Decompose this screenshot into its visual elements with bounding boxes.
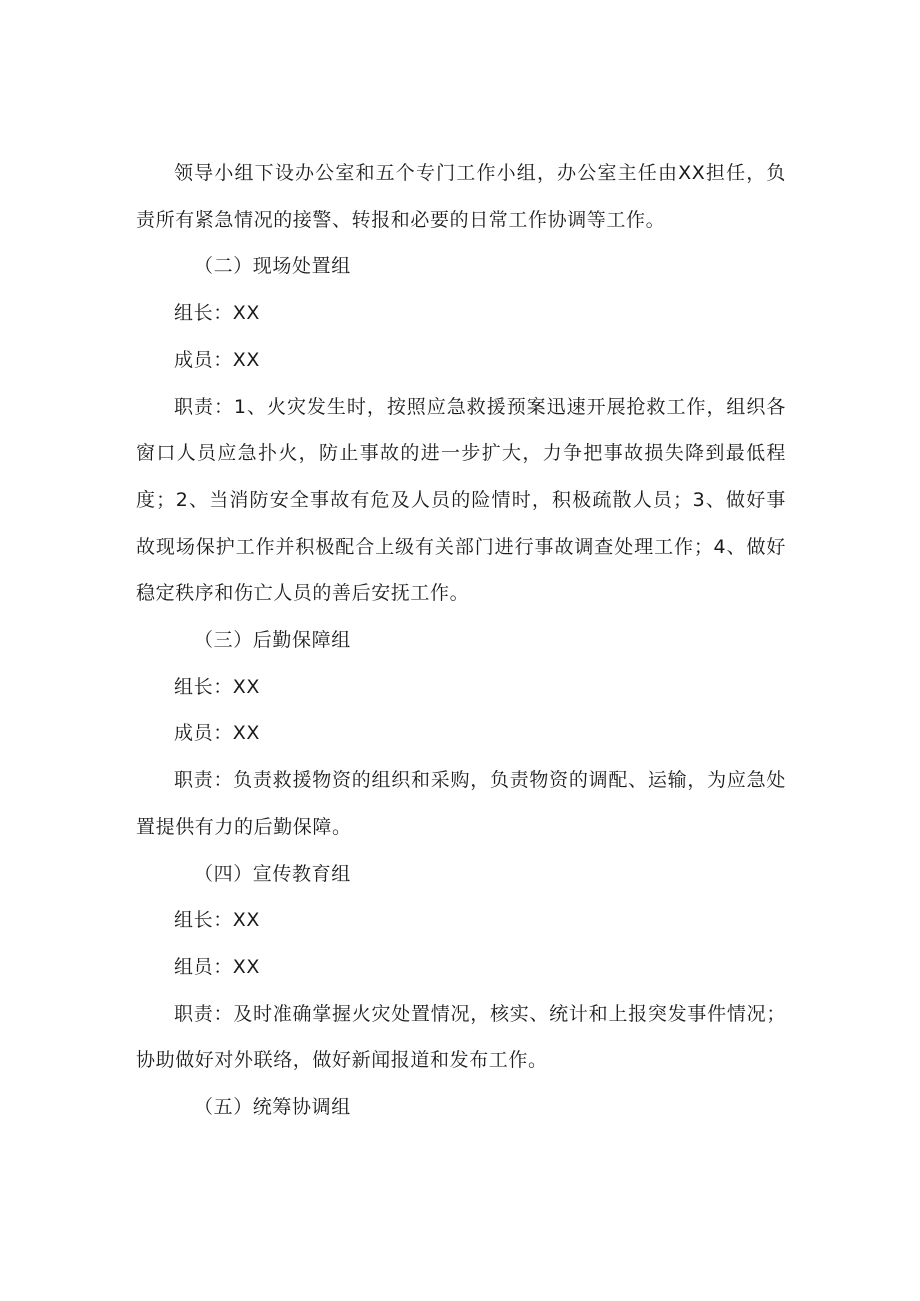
publicity-duties-paragraph: 职责：及时准确掌握火灾处置情况，核实、统计和上报突发事件情况；协助做好对外联络，做好新闻报道和发布工作。: [136, 1002, 786, 1072]
section-heading-coordination: （五）统筹协调组: [194, 1096, 351, 1119]
logistics-duties-paragraph: 职责：负责救援物资的组织和采购，负责物资的调配、运输，为应急处置提供有力的后勤保障。: [136, 769, 786, 838]
paragraph-office-intro: 领导小组下设办公室和五个专门工作小组，办公室主任由XX担任，负责所有紧急情况的接警、转报和必要的日常工作协调等工作。: [136, 162, 786, 231]
logistics-members-line: 成员：XX: [174, 722, 261, 745]
section-heading-logistics: （三）后勤保障组: [194, 629, 351, 652]
onsite-duties-paragraph: 职责：1、火灾发生时，按照应急救援预案迅速开展抢救工作，组织各窗口人员应急扑火，防止事故的进一步扩大，力争把事故损失降到最低程度；2、当消防安全事故有危及人员的险情时，积极疏散人员；3、做好事故现场保护工作并积极配合上级有关部门进行事故调查处理工作；4、做好稳定秩序和伤亡人员的善后安抚工作。: [136, 395, 786, 605]
document-body: [136, 150, 786, 1131]
section-heading-onsite-disposal: （二）现场处置组: [194, 255, 351, 278]
onsite-members-line: 成员：XX: [174, 348, 261, 371]
publicity-members-line: 组员：XX: [174, 955, 261, 978]
publicity-leader-line: 组长：XX: [174, 909, 261, 932]
section-heading-publicity: （四）宣传教育组: [194, 862, 351, 885]
onsite-leader-line: 组长：XX: [174, 302, 261, 325]
logistics-leader-line: 组长：XX: [174, 675, 261, 698]
